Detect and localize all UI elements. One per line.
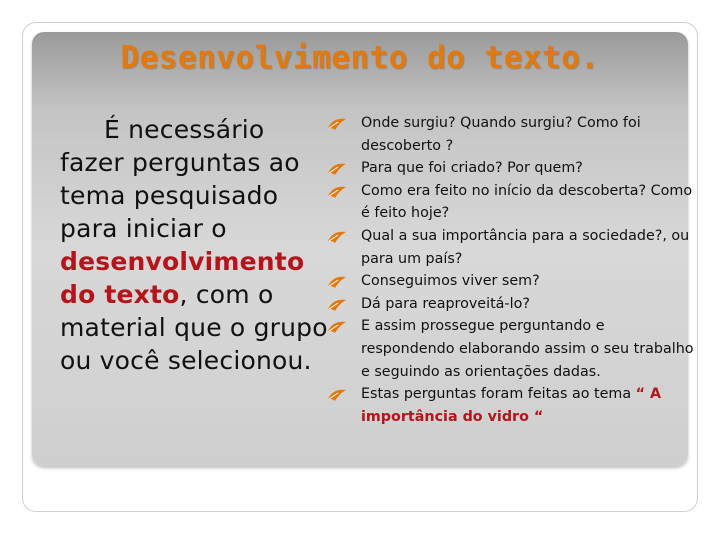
list-item-text: Estas perguntas foram feitas ao tema	[361, 386, 636, 403]
left-text-emphasis: desenvolvimento do texto	[60, 247, 305, 309]
list-item	[318, 270, 696, 293]
leaf-bullet-icon	[326, 113, 348, 133]
list-item-text: Onde surgiu? Quando surgiu? Como foi descoberto ?	[361, 115, 641, 154]
list-item-emphasis: “ A importância do vidro “	[361, 386, 662, 425]
list-item	[318, 225, 696, 270]
list-item-text: E assim prossegue perguntando e respondendo elaborando assim o seu trabalho e seguindo as orientações dadas.	[361, 318, 694, 380]
leaf-bullet-icon	[326, 158, 348, 178]
list-item-text: Para que foi criado? Por quem?	[361, 160, 583, 177]
leaf-bullet-icon	[326, 181, 348, 201]
list-item-text: Como era feito no início da descoberta? Como é feito hoje?	[361, 182, 693, 222]
left-text-first-line: É necessário	[104, 115, 265, 144]
list-item	[318, 157, 696, 180]
list-item	[318, 383, 696, 428]
left-text-block	[60, 113, 330, 377]
leaf-bullet-icon	[326, 316, 348, 336]
question-list	[318, 112, 696, 428]
list-item-text: Dá para reaproveitá-lo?	[361, 295, 530, 312]
leaf-bullet-icon	[326, 294, 348, 314]
leaf-bullet-icon	[326, 226, 348, 246]
list-item	[318, 180, 696, 225]
leaf-bullet-icon	[326, 271, 348, 291]
list-item-text: Conseguimos viver sem?	[361, 273, 540, 290]
list-item	[318, 293, 696, 316]
left-text-main: fazer perguntas ao tema pesquisado para iniciar o	[60, 148, 300, 243]
list-item-text: Qual a sua importância para a sociedade?, ou para um país?	[361, 227, 690, 267]
list-item	[318, 315, 696, 383]
left-text-end: , com o material que o grupo ou você selecionou.	[60, 280, 328, 375]
leaf-bullet-icon	[326, 384, 348, 404]
slide-title: Desenvolvimento do texto.	[120, 40, 600, 76]
list-item	[318, 112, 696, 157]
